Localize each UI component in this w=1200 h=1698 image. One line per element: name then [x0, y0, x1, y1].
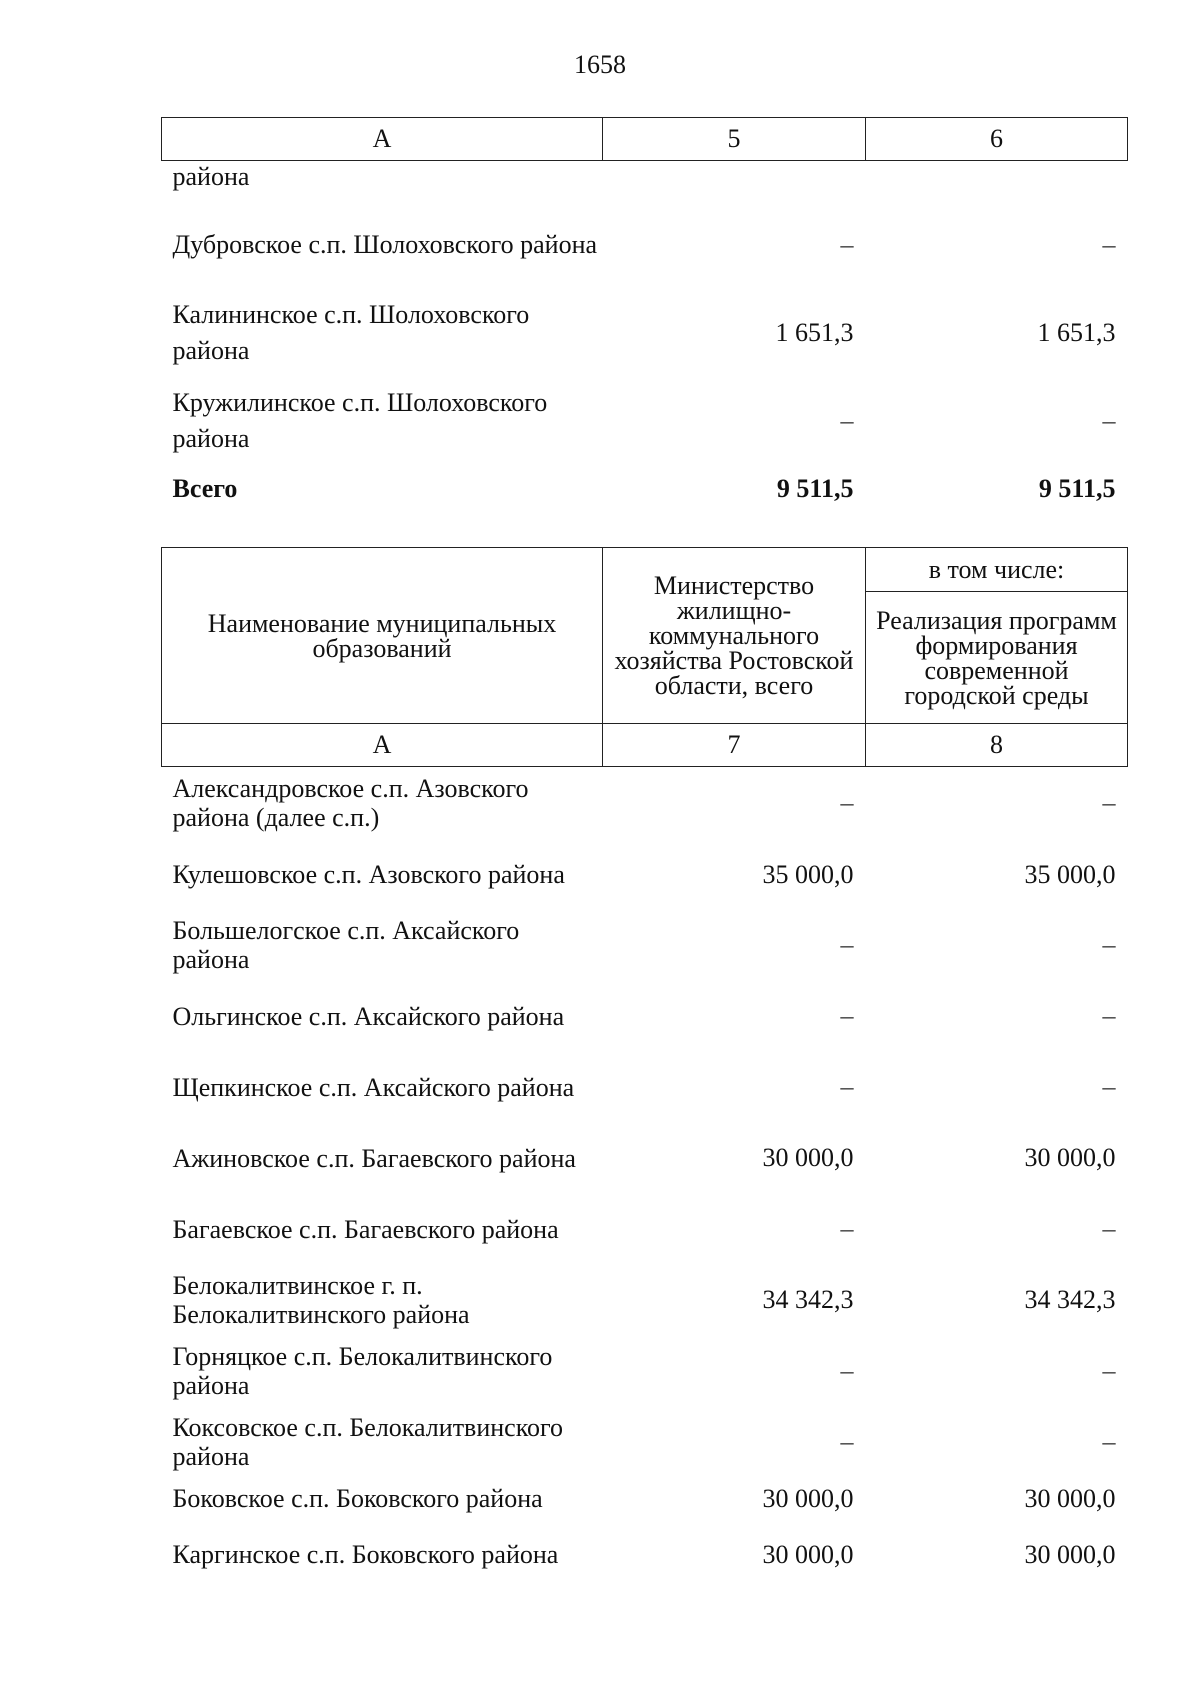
municipality-name: Большелогское с.п. Аксайского района [172, 916, 520, 974]
value-cell: – [840, 1001, 854, 1030]
municipality-name: Щепкинское с.п. Аксайского района [172, 1072, 575, 1102]
municipality-name: Боковское с.п. Боковского района [172, 1484, 543, 1513]
column-header-5: 5 [603, 118, 866, 161]
municipality-name: Кулешовское с.п. Азовского района [172, 860, 565, 889]
table-row [162, 1265, 1128, 1336]
value-cell: – [840, 930, 854, 959]
value-cell: 34 342,3 [762, 1285, 854, 1314]
value-cell: – [1102, 405, 1116, 435]
municipality-name: Дубровское с.п. Шолоховского района [172, 229, 598, 259]
column-header-program: Реализация программ формирования современной городской среды [866, 592, 1128, 724]
value-cell: 30 000,0 [1024, 1143, 1116, 1172]
value-cell: – [1102, 930, 1116, 959]
municipality-name: Каргинское с.п. Боковского района [172, 1540, 559, 1569]
value-cell: – [840, 788, 854, 818]
value-cell: 35 000,0 [1024, 859, 1116, 889]
value-cell: 30 000,0 [762, 1483, 854, 1513]
value-cell: – [840, 1072, 854, 1101]
value-cell: – [840, 405, 854, 435]
column-number-7: 7 [603, 724, 866, 767]
municipality-name: Горняцкое с.п. Белокалитвинского района [172, 1342, 553, 1400]
table-row [162, 1520, 1128, 1590]
municipality-name: района [172, 162, 250, 191]
value-cell: – [1102, 1072, 1116, 1101]
table-row [162, 1478, 1128, 1520]
municipality-name: Ольгинское с.п. Аксайского района [172, 1001, 565, 1031]
table-row [162, 767, 1128, 840]
table-row [162, 1194, 1128, 1265]
municipality-name: Коксовское с.п. Белокалитвинского района [172, 1413, 564, 1471]
value-cell: 35 000,0 [762, 859, 854, 889]
table-row [162, 910, 1128, 981]
value-cell: 1 651,3 [775, 317, 854, 347]
value-cell: 30 000,0 [1024, 1539, 1116, 1569]
value-cell: 30 000,0 [762, 1539, 854, 1569]
total-row [162, 465, 1128, 513]
municipality-name: Александровское с.п. Азовского района (далее с.п.) [172, 774, 529, 833]
table-continuation [161, 117, 1128, 513]
total-label: Всего [172, 473, 238, 503]
page-number: 1658 [574, 50, 626, 79]
column-numbering-row [162, 118, 1128, 161]
column-numbering-row [162, 724, 1128, 767]
table-row [162, 1123, 1128, 1194]
table-row [162, 161, 1128, 201]
value-cell: – [840, 1356, 854, 1385]
municipality-name: Ажиновское с.п. Багаевского района [172, 1143, 576, 1173]
value-cell: – [1102, 229, 1116, 259]
header-row [162, 548, 1128, 592]
value-cell [866, 161, 1128, 201]
value-cell [603, 161, 866, 201]
value-cell: – [840, 1427, 854, 1456]
value-cell: – [1102, 1001, 1116, 1030]
table-main [161, 547, 1128, 1590]
total-value: 9 511,5 [776, 473, 854, 503]
municipality-name: Калининское с.п. Шолоховского района [172, 299, 530, 365]
column-header-ministry: Министерство жилищно-коммунального хозяйства Ростовской области, всего [603, 548, 866, 724]
column-number-a: А [162, 724, 603, 767]
table-row [162, 377, 1128, 465]
municipality-name: Белокалитвинское г. п. Белокалитвинского района [172, 1271, 470, 1329]
table-row [162, 981, 1128, 1052]
column-header-a: А [162, 118, 603, 161]
column-number-8: 8 [866, 724, 1128, 767]
municipality-name: Багаевское с.п. Багаевского района [172, 1214, 559, 1244]
value-cell: 30 000,0 [1024, 1483, 1116, 1513]
table-row [162, 840, 1128, 910]
value-cell: 34 342,3 [1024, 1285, 1116, 1314]
column-header-name: Наименование муниципальных образований [162, 548, 603, 724]
column-group-header: в том числе: [866, 548, 1128, 592]
table-row [162, 1052, 1128, 1123]
value-cell: 1 651,3 [1037, 317, 1116, 347]
total-value: 9 511,5 [1038, 473, 1116, 503]
value-cell: – [1102, 1356, 1116, 1385]
value-cell: – [1102, 788, 1116, 818]
table-row [162, 1407, 1128, 1478]
value-cell: – [1102, 1427, 1116, 1456]
table-row [162, 1336, 1128, 1407]
table-row [162, 289, 1128, 377]
value-cell: – [1102, 1214, 1116, 1243]
value-cell: 30 000,0 [762, 1143, 854, 1172]
value-cell: – [840, 229, 854, 259]
column-header-6: 6 [866, 118, 1128, 161]
value-cell: – [840, 1214, 854, 1243]
table-row [162, 201, 1128, 289]
municipality-name: Кружилинское с.п. Шолоховского района [172, 387, 548, 453]
